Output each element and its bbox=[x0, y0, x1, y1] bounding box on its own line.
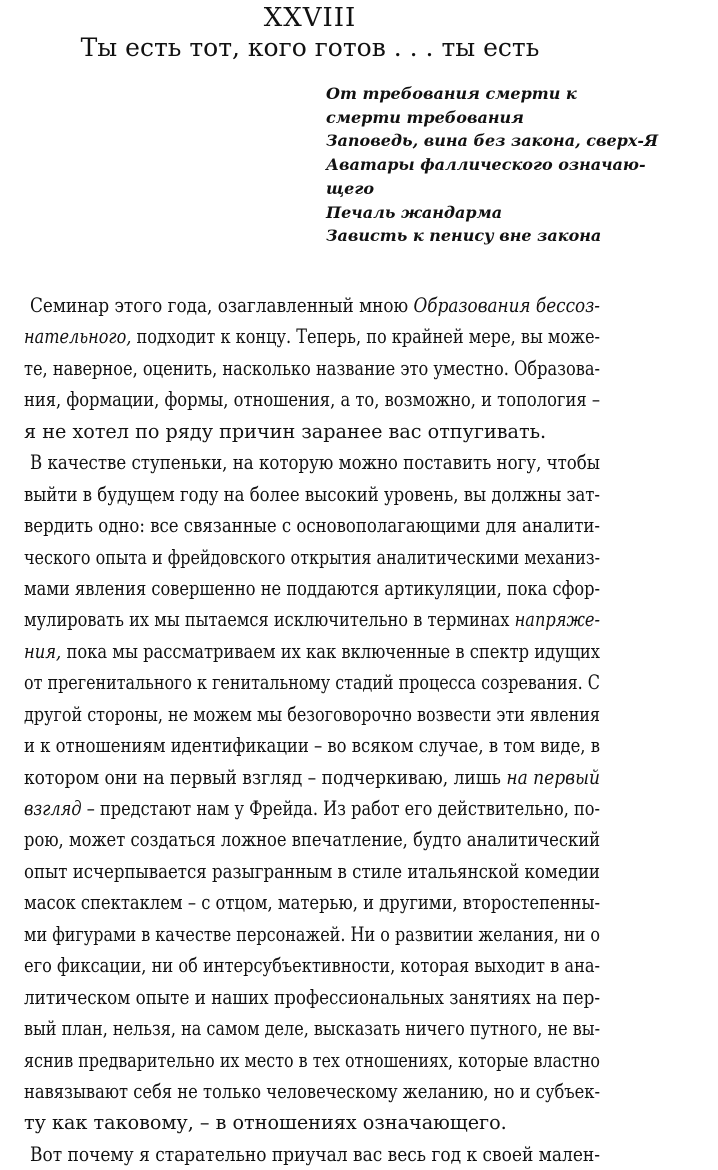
text-run: подходит к концу. Теперь, по крайней мере, вы може- bbox=[131, 325, 601, 349]
text-line: ту как таковому, – в отношениях означающего. bbox=[24, 1111, 507, 1135]
chapter-number: XXVIII bbox=[263, 3, 357, 33]
text-line: опыт исчерпывается разыгранным в стиле итальянской комедии bbox=[24, 859, 600, 883]
epigraph-line: щего bbox=[326, 178, 374, 198]
text-run: мулировать их мы пытаемся исключительно в терминах bbox=[24, 608, 515, 632]
text-line: масок спектаклем – с отцом, матерью, и другими, второстепенны- bbox=[24, 891, 600, 915]
text-run: Семинар этого года, озаглавленный мною bbox=[30, 294, 414, 317]
epigraph-line: Печаль жандарма bbox=[326, 202, 503, 222]
epigraph-line: От требования смерти к bbox=[326, 84, 577, 103]
chapter-title: Ты есть тот, кого готов . . . ты есть bbox=[80, 33, 540, 62]
text-run-italic: на первый bbox=[506, 765, 600, 789]
text-line: от прегенитального к генитальному стадий процесса созревания. С bbox=[24, 671, 600, 695]
text-line: мами явления совершенно не поддаются артикуляции, пока сфор- bbox=[24, 576, 600, 600]
epigraph bbox=[326, 82, 659, 248]
text-line: литическом опыте и наших профессиональных занятиях на пер- bbox=[24, 985, 600, 1009]
text-line bbox=[0, 290, 620, 321]
text-line bbox=[0, 604, 620, 635]
text-line: ческого опыта и фрейдовского открытия аналитическими механиз- bbox=[24, 545, 600, 569]
text-line: вердить одно: все связанные с основополагающими для аналити- bbox=[24, 514, 600, 538]
epigraph-line: Зависть к пенису вне закона bbox=[326, 226, 602, 246]
text-line: ми фигурами в качестве персонажей. Ни о развитии желания, ни о bbox=[24, 922, 600, 946]
body-text bbox=[0, 290, 620, 1170]
text-line: навязывают себя не только человеческому желанию, но и субъек- bbox=[24, 1079, 600, 1103]
text-line: вый план, нельзя, на самом деле, высказать ничего путного, не вы- bbox=[24, 1017, 600, 1041]
text-line bbox=[0, 636, 620, 667]
text-run: котором они на первый взгляд – подчеркиваю, лишь bbox=[24, 765, 507, 789]
text-line: яснив предварительно их место в тех отношениях, которые властно bbox=[24, 1048, 600, 1072]
text-run-italic: Образования бессоз- bbox=[413, 294, 600, 317]
text-run-italic: нательного, bbox=[24, 325, 132, 349]
text-run-italic: взгляд bbox=[24, 797, 82, 820]
text-line: я не хотел по ряду причин заранее вас отпугивать. bbox=[24, 419, 547, 443]
text-line bbox=[0, 793, 620, 824]
text-line: его фиксации, ни об интерсубъективности, которая выходит в ана- bbox=[24, 954, 600, 978]
epigraph-line: Заповедь, вина без закона, сверх-Я bbox=[326, 131, 659, 151]
text-line: выйти в будущем году на более высокий уровень, вы должны зат- bbox=[24, 482, 600, 506]
epigraph-line: Аватары фаллического означаю- bbox=[326, 155, 646, 175]
text-run: – предстают нам у Фрейда. Из работ его действительно, по- bbox=[81, 797, 600, 820]
text-line: Вот почему я старательно приучал вас весь год к своей мален- bbox=[30, 1142, 600, 1166]
text-run-italic: напряже- bbox=[514, 608, 600, 632]
text-run-italic: ния, bbox=[24, 639, 62, 663]
text-line: В качестве ступеньки, на которую можно поставить ногу, чтобы bbox=[30, 451, 600, 475]
text-line: те, наверное, оценить, насколько название это уместно. Образова- bbox=[24, 356, 600, 380]
text-line: ния, формации, формы, отношения, а то, возможно, и топология – bbox=[24, 388, 600, 412]
text-line bbox=[0, 321, 620, 352]
epigraph-line: смерти требования bbox=[326, 107, 524, 127]
text-line: и к отношениям идентификации – во всяком случае, в том виде, в bbox=[24, 734, 600, 758]
text-run: пока мы рассматриваем их как включенные в спектр идущих bbox=[61, 639, 600, 663]
text-line: рою, может создаться ложное впечатление, будто аналитический bbox=[24, 828, 600, 852]
text-line bbox=[0, 762, 620, 793]
text-line: другой стороны, не можем мы безоговорочно возвести эти явления bbox=[24, 702, 600, 726]
